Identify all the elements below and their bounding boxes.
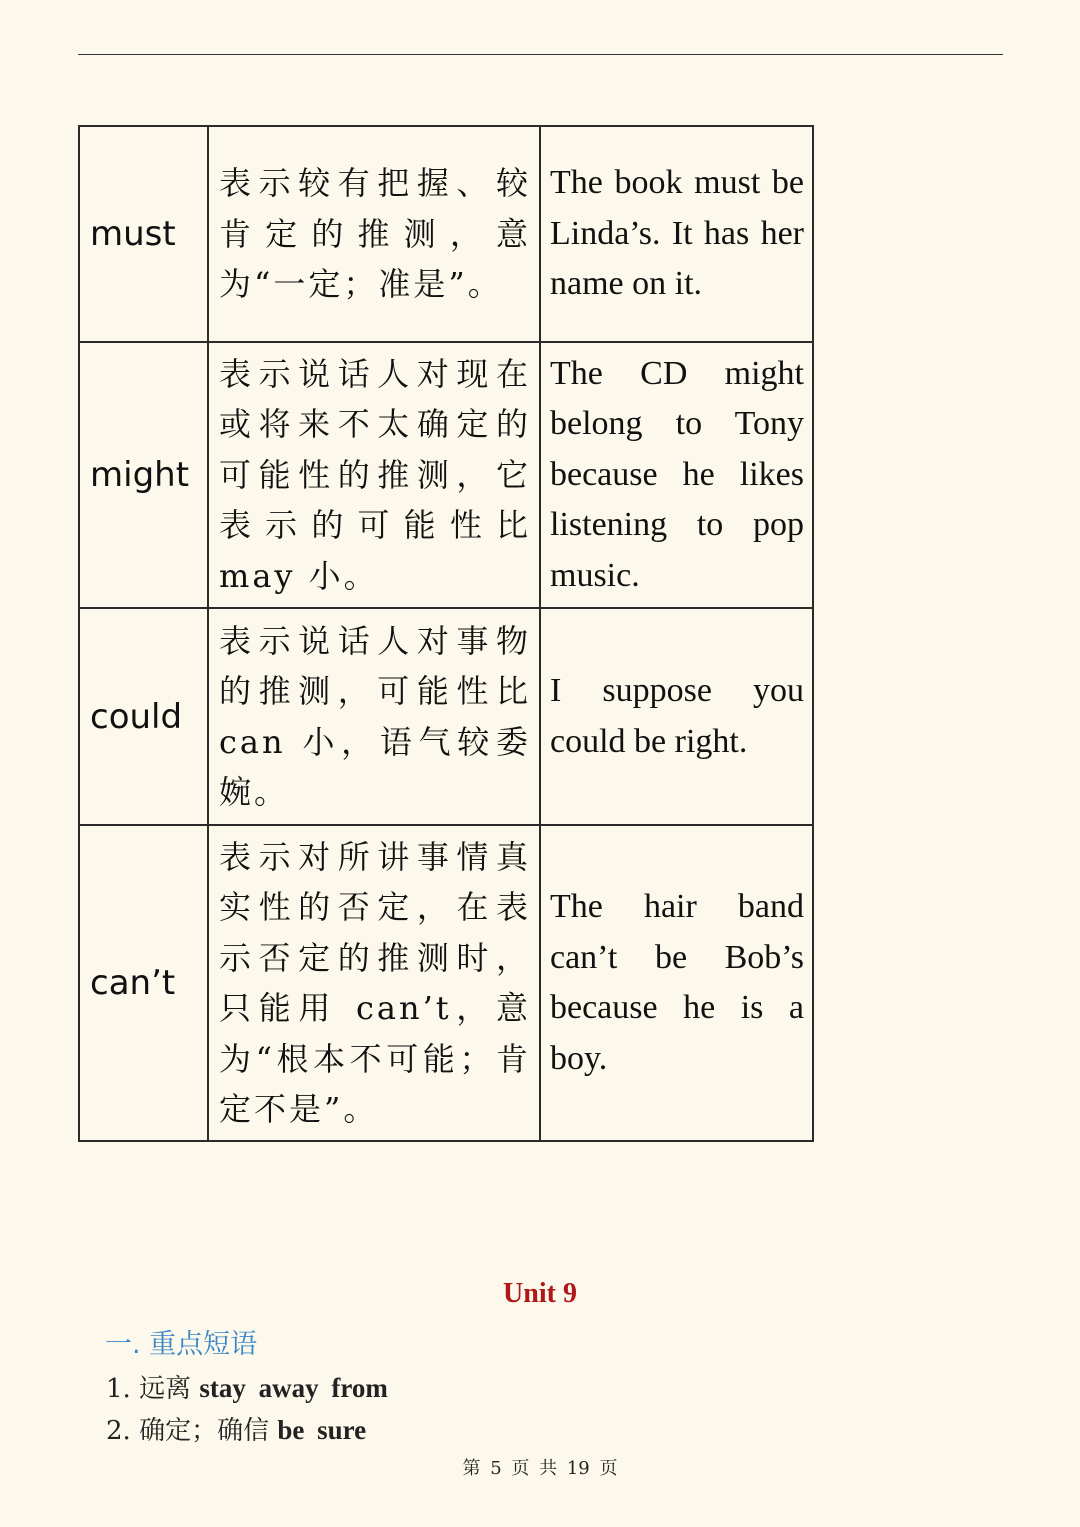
phrase-english: be sure [277,1415,367,1445]
phrase-number: 1. [106,1374,131,1404]
phrase-number: 2. [106,1416,131,1446]
section-title: 一. 重点短语 [105,1329,258,1360]
modal-example: The CD might belong to Tony because he likes listening to pop music. [540,342,813,608]
list-item [106,1410,366,1447]
modal-word: can’t [79,825,208,1141]
unit-title: Unit 9 [503,1278,577,1309]
modal-example: The book must be Linda’s. It has her name on it. [540,126,813,342]
table-row [79,126,813,342]
phrase-chinese: 远离 [139,1374,192,1404]
list-item [106,1368,388,1405]
modal-verbs-table [78,125,814,1142]
modal-meaning: 表示说话人对事物的推测，可能性比 can 小，语气较委婉。 [208,608,540,825]
phrase-chinese: 确定；确信 [139,1416,270,1446]
modal-word: might [79,342,208,608]
page-number: 第 5 页 共 19 页 [462,1458,618,1479]
modal-example: I suppose you could be right. [540,608,813,825]
table-row [79,825,813,1141]
modal-word: must [79,126,208,342]
modal-example: The hair band can’t be Bob’s because he is a boy. [540,825,813,1141]
modal-meaning: 表示对所讲事情真实性的否定，在表示否定的推测时，只能用 can’t，意为“根本不可能；肯定不是”。 [208,825,540,1141]
phrase-english: stay away from [199,1373,388,1403]
header-rule [78,54,1003,55]
table-row [79,608,813,825]
modal-meaning: 表示较有把握、较肯定的推测，意为“一定；准是”。 [208,126,540,342]
modal-meaning: 表示说话人对现在或将来不太确定的可能性的推测，它表示的可能性比 may 小。 [208,342,540,608]
modal-word: could [79,608,208,825]
table-row [79,342,813,608]
